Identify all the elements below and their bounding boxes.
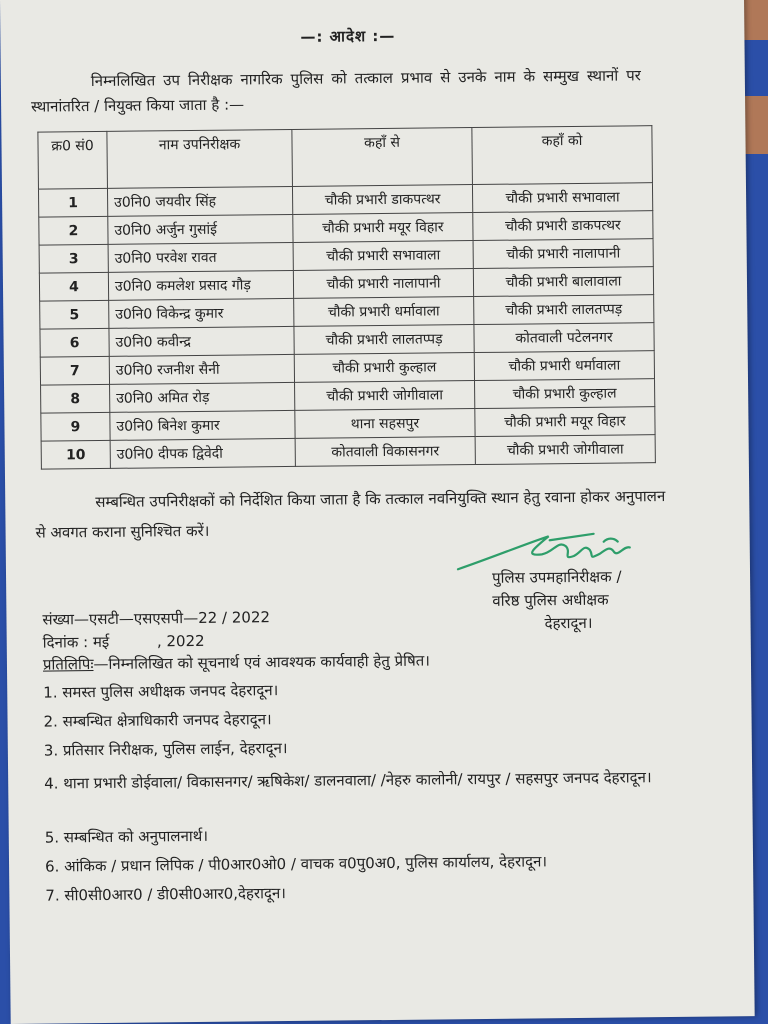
row-number: 9: [41, 412, 110, 441]
from-location: कोतवाली विकासनगर: [295, 437, 475, 467]
from-location: चौकी प्रभारी डाकपत्थर: [292, 185, 472, 215]
row-number: 5: [40, 300, 109, 329]
designation-line2: वरिष्ठ पुलिस अधीक्षक: [492, 590, 609, 610]
officer-name: उ0नि0 कवीन्द्र: [109, 326, 294, 356]
table-header-row: [38, 126, 653, 189]
to-location: चौकी प्रभारी कुल्हाल: [475, 379, 655, 409]
to-location: चौकी प्रभारी सभावाला: [472, 183, 652, 213]
list-item: 7. सी0सी0आर0 / डी0सी0आर0,देहरादून।: [45, 884, 287, 905]
officer-name: उ0नि0 दीपक द्विवेदी: [110, 438, 295, 468]
to-location: चौकी प्रभारी नालापानी: [473, 239, 653, 269]
from-location: चौकी प्रभारी जोगीवाला: [295, 381, 475, 411]
designation-line1: पुलिस उपमहानिरीक्षक /: [491, 567, 622, 587]
row-number: 4: [39, 272, 108, 301]
officer-name: उ0नि0 जयवीर सिंह: [107, 186, 292, 216]
order-heading: —: आदेश :—: [300, 26, 396, 46]
row-number: 8: [41, 384, 110, 413]
row-number: 1: [38, 188, 107, 217]
copy-to-text: —निम्नलिखित को सूचनार्थ एवं आवश्यक कार्यवाही हेतु प्रेषित।: [93, 651, 431, 674]
officer-name: उ0नि0 अर्जुन गुसांई: [108, 214, 293, 244]
to-location: चौकी प्रभारी मयूर विहार: [475, 407, 655, 437]
row-number: 10: [41, 440, 110, 469]
from-location: चौकी प्रभारी सभावाला: [293, 241, 473, 271]
from-location: चौकी प्रभारी धर्मावाला: [294, 297, 474, 327]
row-number: 3: [39, 244, 108, 273]
officer-name: उ0नि0 बिनेश कुमार: [110, 410, 295, 440]
officer-name: उ0नि0 अमित रोड़: [110, 382, 295, 412]
to-location: चौकी प्रभारी धर्मावाला: [474, 351, 654, 381]
list-item: 4. थाना प्रभारी डोईवाला/ विकासनगर/ ऋषिकेश/ डालनवाला/ /नेहरु कालोनी/ रायपुर / सहसपुर जनपद देहरादून।: [44, 768, 652, 793]
to-location: चौकी प्रभारी जोगीवाला: [475, 435, 655, 465]
order-date: दिनांक : मई , 2022: [42, 631, 205, 652]
officer-name: उ0नि0 कमलेश प्रसाद गौड़: [108, 270, 293, 300]
signature-city: देहरादून।: [544, 613, 593, 633]
closing-paragraph: सम्बन्धित उपनिरीक्षकों को निर्देशित किया जाता है कि तत्काल नवनियुक्ति स्थान हेतु रवाना होकर अनुपालन से अवगत कराना सुनिश्चित करें।: [35, 487, 666, 542]
list-item: 3. प्रतिसार निरीक्षक, पुलिस लाईन, देहरादून।: [43, 739, 288, 760]
header-to: कहाँ को: [472, 126, 653, 185]
row-number: 7: [40, 356, 109, 385]
copy-to-label: प्रतिलिपिः: [42, 655, 94, 674]
copy-list: [43, 676, 685, 915]
copy-to-heading: [43, 651, 430, 675]
header-from: कहाँ से: [292, 128, 473, 187]
from-location: चौकी प्रभारी लालतप्पड़: [294, 325, 474, 355]
to-location: चौकी प्रभारी बालावाला: [473, 267, 653, 297]
table-row: [41, 435, 655, 469]
to-location: चौकी प्रभारी लालतप्पड़: [474, 295, 654, 325]
from-location: चौकी प्रभारी नालापानी: [293, 269, 473, 299]
from-location: थाना सहसपुर: [295, 409, 475, 439]
row-number: 2: [39, 216, 108, 245]
transfer-table: [37, 125, 656, 469]
signature-block: [492, 566, 622, 636]
reference-number: संख्या—एसटी—एसएसपी—22 / 2022: [42, 608, 271, 629]
header-serial: क्र0 सं0: [38, 131, 108, 189]
from-location: चौकी प्रभारी कुल्हाल: [294, 353, 474, 383]
officer-name: उ0नि0 परवेश रावत: [108, 242, 293, 272]
row-number: 6: [40, 328, 109, 357]
officer-name: उ0नि0 रजनीश सैनी: [109, 354, 294, 384]
list-item: 5. सम्बन्धित को अनुपालनार्थ।: [44, 826, 209, 847]
to-location: चौकी प्रभारी डाकपत्थर: [473, 211, 653, 241]
intro-paragraph: निम्नलिखित उप निरीक्षक नागरिक पुलिस को तत्काल प्रभाव से उनके नाम के सम्मुख स्थानों पर स्थानांतरित / नियुक्त किया जाता है :—: [31, 66, 641, 116]
list-item: 6. आंकिक / प्रधान लिपिक / पी0आर0ओ0 / वाचक व0पु0अ0, पुलिस कार्यालय, देहरादून।: [44, 852, 548, 876]
to-location: कोतवाली पटेलनगर: [474, 323, 654, 353]
list-item: 1. समस्त पुलिस अधीक्षक जनपद देहरादून।: [43, 681, 279, 702]
officer-name: उ0नि0 विकेन्द्र कुमार: [109, 298, 294, 328]
header-name: नाम उपनिरीक्षक: [107, 129, 293, 188]
from-location: चौकी प्रभारी मयूर विहार: [293, 213, 473, 243]
list-item: 2. सम्बन्धित क्षेत्राधिकारी जनपद देहरादून।: [43, 710, 272, 731]
